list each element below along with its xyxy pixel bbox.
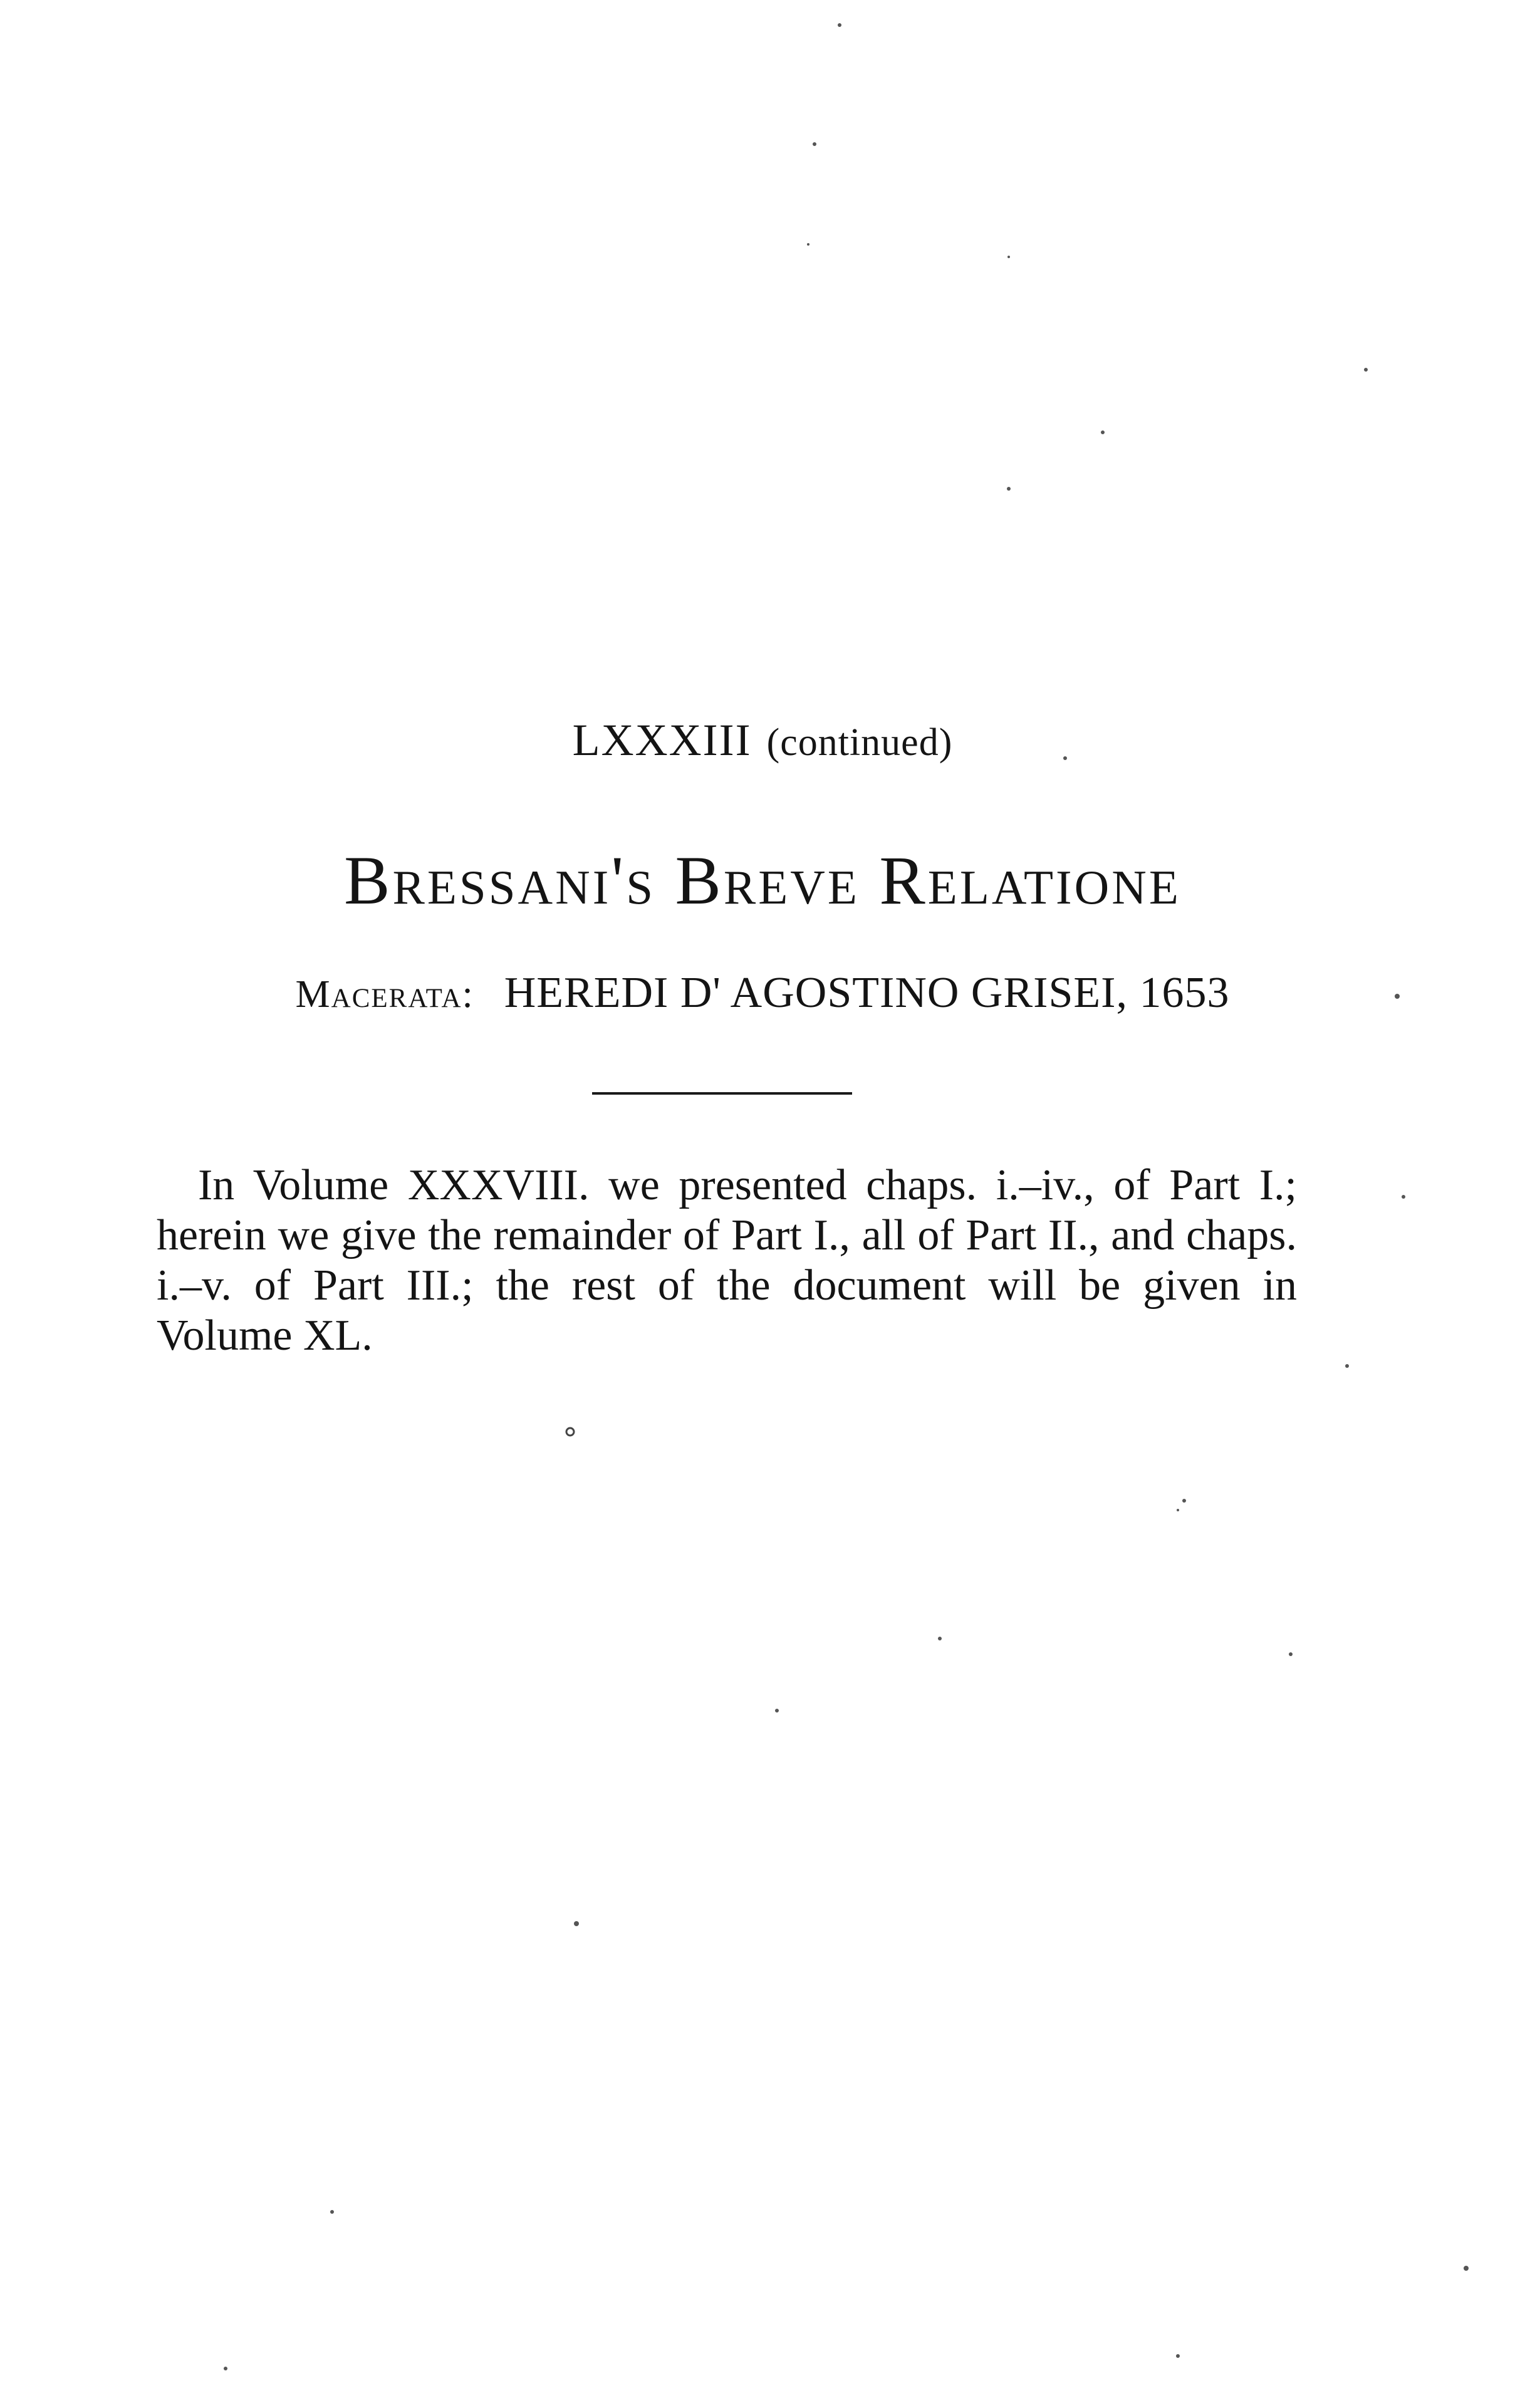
imprint-line	[0, 968, 1525, 1018]
document-number-heading	[0, 714, 1525, 766]
section-divider	[592, 1092, 852, 1095]
intro-paragraph: In Volume XXXVIII. we presented chaps. i.–iv., of Part I.; herein we give the remainder of Part I., all of Part II., and chaps. i.–v. of Part III.; the rest of the document will be given in Volume XL.	[157, 1161, 1297, 1360]
imprint-place: Macerata:	[295, 973, 474, 1016]
page-title: Bressani's Breve Relatione	[344, 842, 1181, 919]
imprint-publisher: HEREDI D' AGOSTINO GRISEI, 1653	[504, 969, 1230, 1017]
document-number: LXXXIII	[572, 715, 752, 765]
continued-label: (continued)	[766, 721, 953, 764]
